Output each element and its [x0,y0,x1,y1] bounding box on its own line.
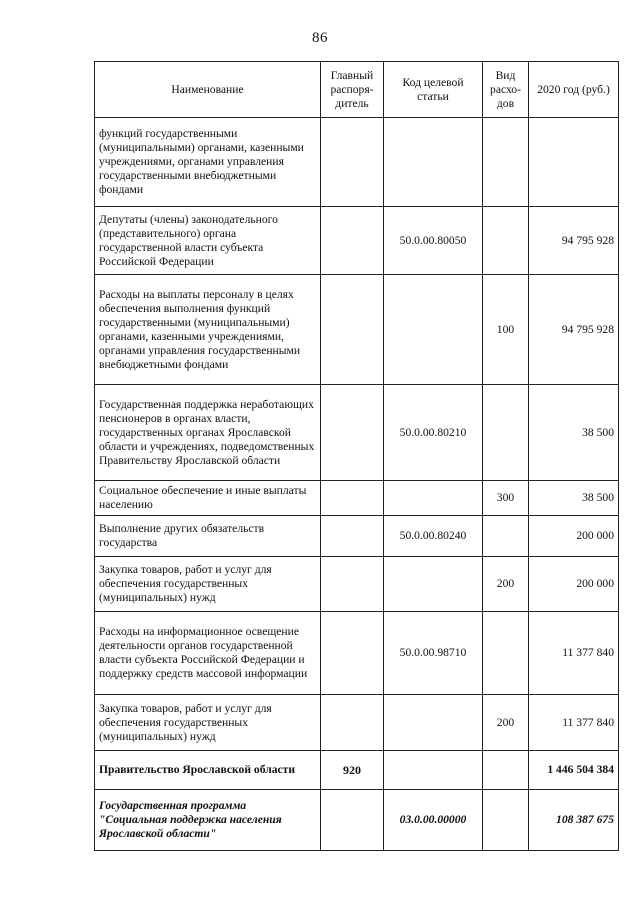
cell-name: функций государственными (муниципальными) органами, казенными учреждениями, органами управления государственными внебюджетными фондами [95,118,321,207]
cell-admin [321,481,384,516]
cell-amount: 94 795 928 [529,275,619,385]
cell-admin [321,790,384,851]
cell-code: 50.0.00.80210 [384,385,483,481]
cell-amount: 200 000 [529,557,619,612]
header-row [95,62,619,118]
cell-amount [529,118,619,207]
cell-name: Закупка товаров, работ и услуг для обеспечения государственных (муниципальных) нужд [95,557,321,612]
cell-type [483,790,529,851]
cell-amount: 11 377 840 [529,612,619,695]
cell-code: 50.0.00.98710 [384,612,483,695]
cell-type [483,207,529,275]
budget-table [94,61,619,851]
cell-name: Государственная программа "Социальная поддержка населения Ярославской области" [95,790,321,851]
table-row [95,695,619,751]
cell-name: Расходы на выплаты персоналу в целях обеспечения выполнения функций государственными (муниципальными) органами, казенными учреждениями, органами управления государственными внебюджетными фондами [95,275,321,385]
table-row [95,207,619,275]
table-row [95,275,619,385]
cell-amount: 1 446 504 384 [529,751,619,790]
cell-amount: 108 387 675 [529,790,619,851]
cell-name: Расходы на информационное освещение деятельности органов государственной власти субъекта Российской Федерации и поддержку средств массовой информации [95,612,321,695]
cell-amount: 38 500 [529,481,619,516]
cell-admin [321,557,384,612]
cell-code: 03.0.00.00000 [384,790,483,851]
cell-code [384,275,483,385]
cell-admin [321,207,384,275]
table-row-total-administrator [95,751,619,790]
table-body [95,118,619,851]
table-header [95,62,619,118]
cell-name: Депутаты (члены) законодательного (представительного) органа государственной власти субъекта Российской Федерации [95,207,321,275]
table-row [95,385,619,481]
cell-admin [321,275,384,385]
cell-code: 50.0.00.80240 [384,516,483,557]
page-number: 86 [312,30,328,46]
cell-amount: 94 795 928 [529,207,619,275]
cell-admin [321,516,384,557]
cell-name: Государственная поддержка неработающих пенсионеров в органах власти, государственных органах Ярославской области и учреждениях, подведомственных Правительству Ярославской области [95,385,321,481]
table-row [95,481,619,516]
header-amount: 2020 год (руб.) [529,62,619,118]
cell-code [384,481,483,516]
header-admin: Главный распоря-дитель [321,62,384,118]
cell-code [384,118,483,207]
cell-amount: 11 377 840 [529,695,619,751]
header-name: Наименование [95,62,321,118]
cell-type [483,612,529,695]
cell-admin [321,695,384,751]
cell-code: 50.0.00.80050 [384,207,483,275]
cell-type: 200 [483,557,529,612]
cell-type [483,385,529,481]
cell-name: Социальное обеспечение и иные выплаты населению [95,481,321,516]
header-code: Код целевой статьи [384,62,483,118]
cell-amount: 38 500 [529,385,619,481]
cell-type: 200 [483,695,529,751]
cell-code [384,751,483,790]
table-row-program [95,790,619,851]
cell-type [483,118,529,207]
cell-type [483,751,529,790]
table-row [95,516,619,557]
cell-type: 100 [483,275,529,385]
table-row [95,557,619,612]
header-type: Вид расхо-дов [483,62,529,118]
table-row [95,612,619,695]
cell-type [483,516,529,557]
cell-admin [321,612,384,695]
cell-admin [321,385,384,481]
cell-code [384,695,483,751]
cell-type: 300 [483,481,529,516]
cell-code [384,557,483,612]
cell-name: Закупка товаров, работ и услуг для обеспечения государственных (муниципальных) нужд [95,695,321,751]
cell-amount: 200 000 [529,516,619,557]
cell-admin [321,118,384,207]
cell-name: Выполнение других обязательств государства [95,516,321,557]
cell-name: Правительство Ярославской области [95,751,321,790]
cell-admin: 920 [321,751,384,790]
table-row [95,118,619,207]
